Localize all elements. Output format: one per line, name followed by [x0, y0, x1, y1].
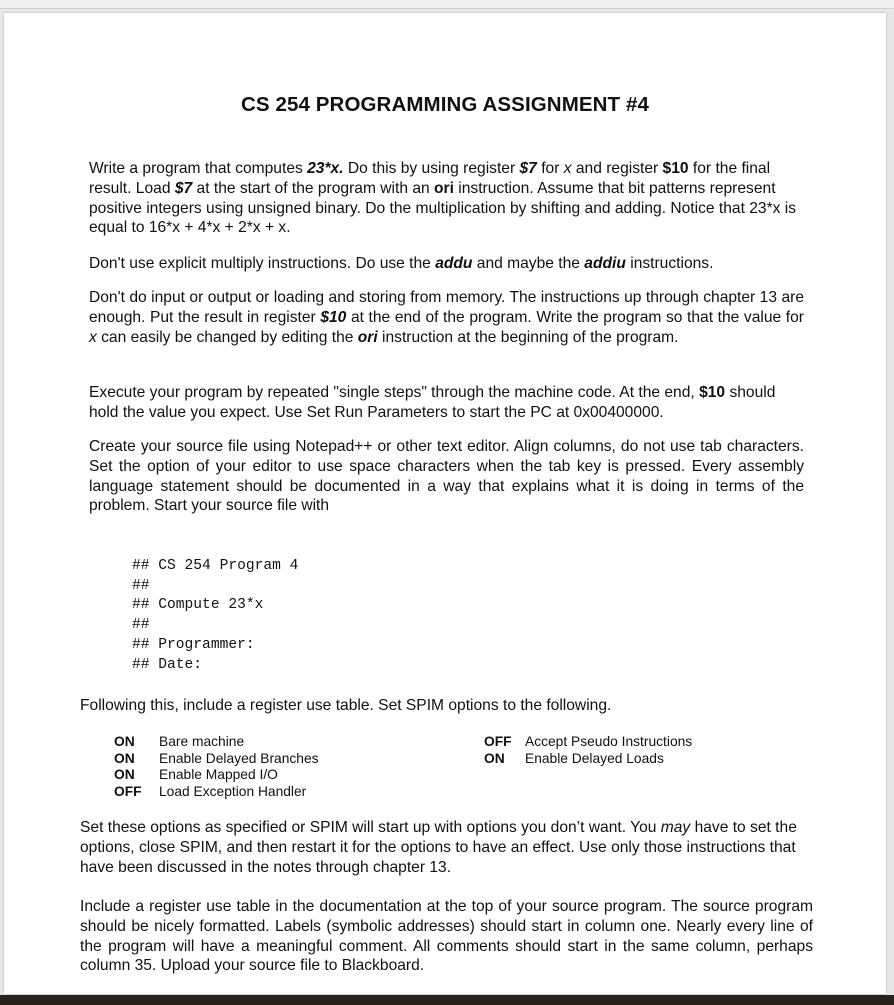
- paragraph-options-note: Set these options as specified or SPIM will start up with options you don’t want. You may have to set the options, close SPIM, and then restart it for the options to have an effect. Use only those instructions that have been discussed in the notes through chapter 13.: [80, 819, 797, 876]
- spim-options-left: [114, 734, 319, 800]
- option-row: ON Enable Delayed Loads: [484, 750, 664, 766]
- option-row: OFF Accept Pseudo Instructions: [484, 734, 693, 749]
- paragraph-register-table: Following this, include a register use table. Set SPIM options to the following.: [80, 697, 612, 714]
- viewer-top-bar: [0, 0, 894, 9]
- paragraph-formatting: Include a register use table in the documentation at the top of your source program. The source program should be nicely formatted. Labels (symbolic addresses) should start in column one. Nearly every line of the program will have a meaningful comment. All comments should start in the same column, perhaps column 35. Upload your source file to Blackboard.: [80, 898, 813, 975]
- option-row: ON Bare machine: [114, 734, 245, 749]
- paragraph-execution: Execute your program by repeated "single steps" through the machine code. At the end, $10 should hold the value you expect. Use Set Run Parameters to start the PC at 0x00400000.: [89, 384, 776, 421]
- paragraph-task-description: Write a program that computes 23*x. Do this by using register $7 for x and register $10 for the final result. Load $7 at the start of the program with an ori instruction. Assume that bit patterns represent positive integers using unsigned binary. Do the multiplication by shifting and adding. Notice that 23*x is equal to 16*x + 4*x + 2*x + x.: [89, 160, 797, 237]
- option-row: ON Enable Mapped I/O: [114, 767, 278, 782]
- option-row: ON Enable Delayed Branches: [114, 750, 319, 766]
- spim-options-right: [484, 734, 692, 767]
- taskbar-strip: [0, 995, 894, 1005]
- paragraph-instructions-allowed: Don't use explicit multiply instructions. Do use the addu and maybe the addiu instructions.: [89, 255, 714, 272]
- assignment-title: CS 254 PROGRAMMING ASSIGNMENT #4: [241, 93, 649, 116]
- paragraph-restrictions: Don't do input or output or loading and storing from memory. The instructions up through chapter 13 are enough. Put the result in register $10 at the end of the program. Write the program so that the value for x can easily be changed by editing the ori instruction at the beginning of the program.: [89, 289, 804, 346]
- option-row: OFF Load Exception Handler: [114, 783, 307, 799]
- code-header-block: ## CS 254 Program 4 ## ## Compute 23*x ## ## Programmer: ## Date:: [132, 558, 299, 673]
- paragraph-source-file: Create your source file using Notepad++ or other text editor. Align columns, do not use tab characters. Set the option of your editor to use space characters when the tab key is pressed. Every assembly language statement should be documented in a way that explains what it is doing in terms of the problem. Start your source file with: [89, 438, 804, 515]
- document-page: [4, 13, 886, 994]
